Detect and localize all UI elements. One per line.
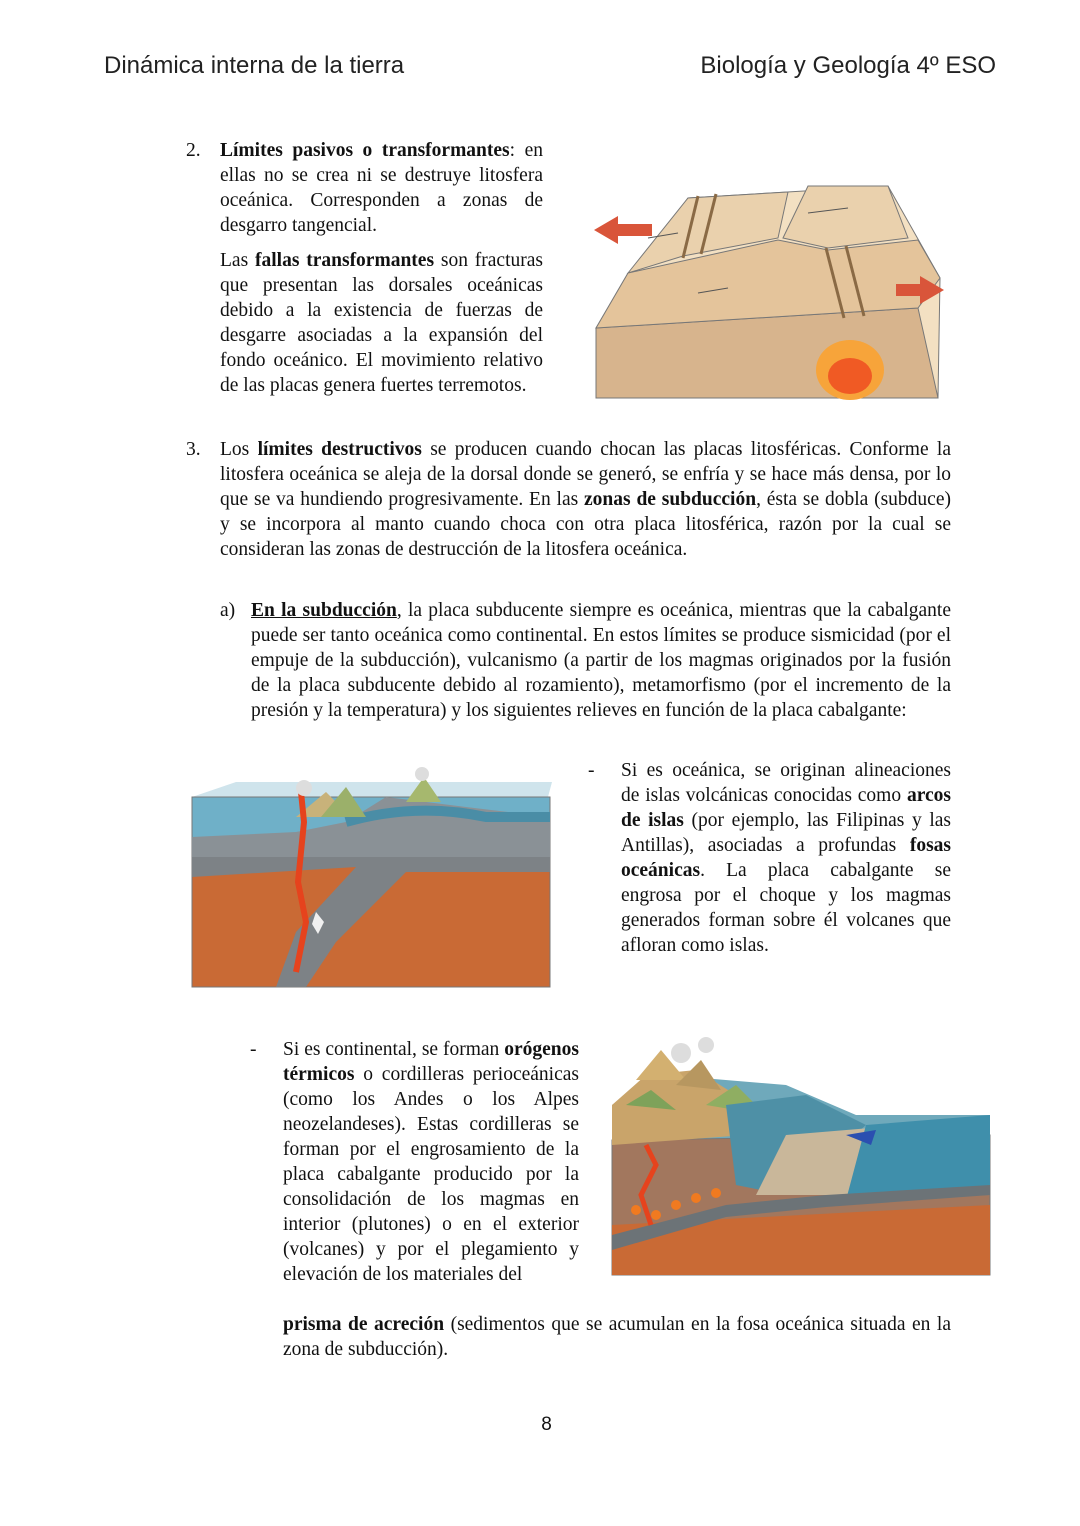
bullet-oceanic-t3: . La placa cabalgante se engrosa por el choque y los magmas generados forman sobre él volcanes que afloran como islas. [621,860,951,956]
bullet-continental-b1: orógenos térmicos [283,1039,579,1085]
bullet-oceanic-b2: fosas oceánicas [621,835,951,881]
item-3-t3: , ésta se dobla (subduce) y se incorpora al manto cuando choca con otra placa litosférica, razón por la cual se consideran las zonas de destrucción de la litosfera oceánica. [220,489,951,560]
header-right: Biología y Geología 4º ESO [700,52,996,79]
item-a [220,598,952,723]
item-2-text: en ellas no se crea ni se destruye litosfera oceánica. Corresponden a zonas de desgarro tangencial. [220,140,543,236]
arrow-left-icon [594,216,652,244]
bullet-continental [250,1037,579,1287]
ocean-subduction-figure [186,762,556,1012]
bullet-continental-cont [283,1312,951,1362]
item-2-p2-bold: fallas transformantes [254,250,435,271]
bullet-oceanic-b1: arcos de islas [621,785,951,831]
item-3 [186,437,951,562]
item-3-b1: límites destructivos [257,439,422,460]
item-2-p2-post: son fracturas que presentan las dorsales oceánicas debido a la existencia de fuerzas de desgarre asociadas a la expansión del fondo oceánico. El movimiento relativo de las placas genera fuertes terremotos. [220,250,543,396]
item-2-title: Límites pasivos o transformantes [220,140,510,161]
page-number: 8 [541,1414,552,1435]
item-2 [186,138,543,398]
bullet-continental-b2: prisma de acreción [283,1314,445,1335]
item-2-colon: : [509,140,516,161]
item-2-p2-pre: Las [220,250,255,271]
item-3-b2: zonas de subducción [584,489,757,510]
bullet-continental-t3: (sedimentos que se acumulan en la fosa oceánica situada en la zona de subducción). [283,1314,951,1360]
item-a-letter: a) [220,600,236,621]
item-3-t2: se producen cuando chocan las placas litosféricas. Conforme la litosfera oceánica se aleja de la dorsal donde se generó, se enfría y se hace más densa, por lo que se va hundiendo progresivamente. En las [220,439,951,510]
item-a-underlined: En la subducción [251,600,397,621]
transform-fault-figure [588,178,948,428]
item-a-text: , la placa subducente siempre es oceánica, mientras que la cabalgante puede ser tanto oceánica como continental. En estos límites se produce sismicidad (por el empuje de la subducción), vulcanismo (a partir de los magmas originados por la fusión de la placa subducente debido al rozamiento), metamorfismo (por el incremento de la presión y la temperatura) y los siguientes relieves en función de la placa cabalgante: [251,600,952,721]
continental-subduction-figure [606,1035,992,1307]
item-2-number: 2. [186,140,201,161]
bullet-oceanic-dash: - [588,760,595,781]
item-3-t1: Los [220,439,258,460]
bullet-continental-t2: o cordilleras perioceánicas (como los Andes o los Alpes neozelandeses). Estas cordilleras se forman por el engrosamiento de la placa cabalgante producido por la consolidación de los magmas en interior (plutones) o en el exterior (volcanes) y por el plegamiento y elevación de los materiales del [283,1064,579,1285]
bullet-continental-dash: - [250,1039,257,1060]
bullet-oceanic [588,758,951,958]
header-left: Dinámica interna de la tierra [104,52,405,79]
bullet-continental-t1: Si es continental, se forman [283,1039,505,1060]
item-3-number: 3. [186,439,201,460]
bullet-oceanic-t1: Si es oceánica, se originan alineaciones de islas volcánicas conocidas como [621,760,951,806]
bullet-oceanic-t2: (por ejemplo, las Filipinas y las Antillas), asociadas a profundas [621,810,951,856]
